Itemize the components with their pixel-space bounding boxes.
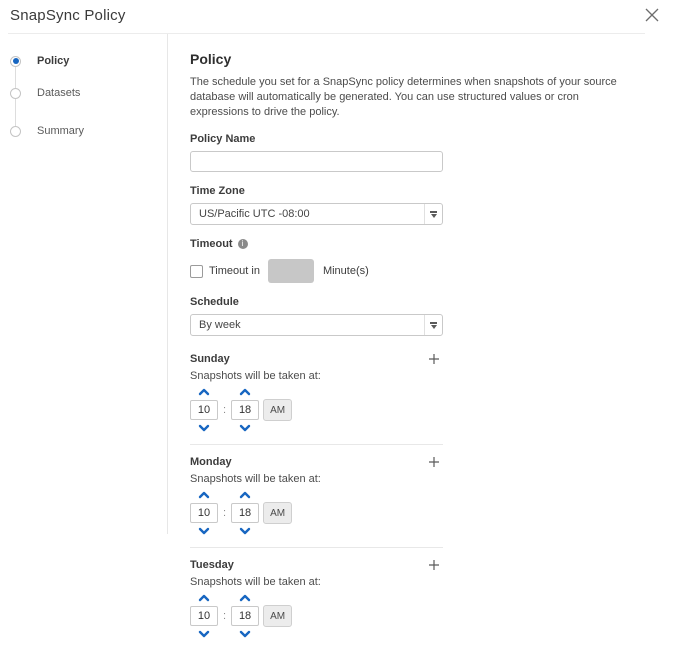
day-name-label: Tuesday: [190, 558, 234, 571]
timeout-checkbox[interactable]: [190, 265, 203, 278]
timeout-checkbox-label: Timeout in: [209, 265, 260, 277]
schedule-select[interactable]: [190, 314, 443, 336]
page-title: SnapSync Policy: [10, 7, 126, 24]
stepper-item[interactable]: [10, 54, 167, 68]
step-circle-icon: [10, 56, 21, 67]
schedule-label: Schedule: [190, 296, 239, 308]
step-label: Summary: [37, 125, 85, 137]
close-icon: [644, 7, 660, 23]
step-label: Policy: [37, 55, 70, 67]
hour-increment-button[interactable]: [198, 388, 210, 396]
time-colon: :: [223, 610, 227, 622]
time-colon: :: [223, 404, 227, 416]
stepper-item[interactable]: [10, 124, 167, 138]
schedule-value: By week: [199, 319, 241, 331]
time-picker: [190, 388, 443, 432]
section-description: The schedule you set for a SnapSync policy determines when snapshots of your source database will automatically be generated. You can use structured values or cron expressions to drive the policy.: [190, 76, 617, 118]
time-zone-label: Time Zone: [190, 185, 245, 197]
hour-input[interactable]: [190, 400, 218, 420]
main-panel: [190, 47, 630, 650]
stepper: [0, 34, 167, 138]
chevron-up-icon: [198, 594, 210, 602]
chevron-down-icon: [239, 527, 251, 535]
timeout-label: Timeout i: [190, 238, 443, 250]
chevron-down-icon: [198, 630, 210, 638]
add-time-button[interactable]: [425, 456, 443, 468]
day-sections: [190, 349, 443, 650]
info-icon[interactable]: i: [238, 239, 248, 249]
section-heading: Policy: [190, 51, 232, 67]
meridiem-button[interactable]: AM: [263, 502, 292, 524]
close-button[interactable]: [641, 4, 663, 26]
chevron-up-icon: [239, 388, 251, 396]
meridiem-button[interactable]: AM: [263, 399, 292, 421]
step-circle-icon: [10, 88, 21, 99]
snapshot-note: Snapshots will be taken at:: [190, 473, 321, 485]
minute-input[interactable]: [231, 606, 259, 626]
add-time-button[interactable]: [425, 559, 443, 571]
wizard-sidebar: [0, 34, 168, 534]
meridiem-button[interactable]: AM: [263, 605, 292, 627]
step-label: Datasets: [37, 87, 81, 99]
hour-input[interactable]: [190, 606, 218, 626]
chevron-down-icon: [198, 424, 210, 432]
chevron-down-icon: [239, 424, 251, 432]
day-section: [190, 349, 443, 444]
time-zone-select[interactable]: [190, 203, 443, 225]
chevron-down-icon: [198, 527, 210, 535]
time-zone-value: US/Pacific UTC -08:00: [199, 208, 310, 220]
add-time-button[interactable]: [425, 353, 443, 365]
hour-decrement-button[interactable]: [198, 527, 210, 535]
minute-increment-button[interactable]: [239, 594, 251, 602]
dropdown-caret-icon: [424, 204, 442, 224]
dropdown-caret-icon: [424, 315, 442, 335]
minute-decrement-button[interactable]: [239, 424, 251, 432]
hour-decrement-button[interactable]: [198, 630, 210, 638]
policy-name-input[interactable]: [190, 151, 443, 172]
minute-increment-button[interactable]: [239, 491, 251, 499]
stepper-item[interactable]: [10, 86, 167, 100]
day-name-label: Monday: [190, 455, 232, 468]
step-circle-icon: [10, 126, 21, 137]
chevron-down-icon: [239, 630, 251, 638]
chevron-up-icon: [198, 388, 210, 396]
time-colon: :: [223, 507, 227, 519]
snapshot-note: Snapshots will be taken at:: [190, 576, 321, 588]
timeout-unit-label: Minute(s): [322, 265, 369, 277]
minute-increment-button[interactable]: [239, 388, 251, 396]
minute-decrement-button[interactable]: [239, 527, 251, 535]
day-section: [190, 547, 443, 650]
day-name-label: Sunday: [190, 352, 230, 365]
chevron-up-icon: [239, 491, 251, 499]
policy-name-label: Policy Name: [190, 133, 256, 145]
hour-increment-button[interactable]: [198, 491, 210, 499]
plus-icon: [428, 353, 440, 365]
hour-input[interactable]: [190, 503, 218, 523]
minute-decrement-button[interactable]: [239, 630, 251, 638]
timeout-minutes-input[interactable]: [268, 259, 314, 283]
minute-input[interactable]: [231, 400, 259, 420]
time-picker: [190, 594, 443, 638]
plus-icon: [428, 456, 440, 468]
day-section: [190, 444, 443, 547]
policy-form: [190, 133, 443, 650]
plus-icon: [428, 559, 440, 571]
snapshot-note: Snapshots will be taken at:: [190, 370, 321, 382]
hour-decrement-button[interactable]: [198, 424, 210, 432]
minute-input[interactable]: [231, 503, 259, 523]
chevron-up-icon: [198, 491, 210, 499]
time-picker: [190, 491, 443, 535]
chevron-up-icon: [239, 594, 251, 602]
hour-increment-button[interactable]: [198, 594, 210, 602]
timeout-row: [190, 259, 443, 283]
